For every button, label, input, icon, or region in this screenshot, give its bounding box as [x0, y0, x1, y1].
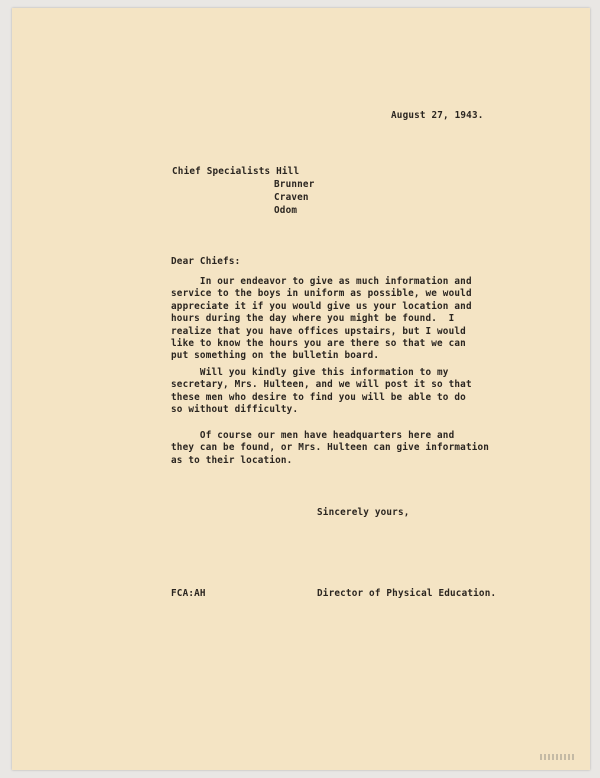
signature-title: Director of Physical Education. [317, 588, 497, 599]
addressee-line-3: Craven [274, 192, 309, 203]
paragraph-line: appreciate it if you would give us your location and [171, 300, 472, 312]
body-paragraph-1 [171, 276, 511, 363]
paragraph-line: they can be found, or Mrs. Hulteen can give information [171, 442, 490, 454]
paragraph-line: put something on the bulletin board. [171, 350, 380, 362]
paragraph-line: like to know the hours you are there so that we can [171, 337, 466, 349]
letter-greeting: Dear Chiefs: [171, 256, 241, 267]
addressee-line-2: Brunner [274, 179, 315, 190]
paragraph-line: Will you kindly give this information to my [171, 367, 449, 378]
addressee-line-4: Odom [274, 205, 298, 216]
paragraph-line: so without difficulty. [171, 404, 299, 416]
paragraph-line: In our endeavor to give as much information and [171, 276, 472, 287]
body-paragraph-2 [171, 367, 511, 417]
paragraph-line: hours during the day where you might be found. I [171, 313, 455, 325]
paragraph-line: secretary, Mrs. Hulteen, and we will post it so that [171, 379, 472, 391]
paragraph-line: as to their location. [171, 454, 293, 466]
letter-page [12, 8, 590, 770]
paragraph-line: these men who desire to find you will be able to do [171, 391, 466, 403]
paragraph-line: service to the boys in uniform as possible, we would [171, 288, 472, 300]
body-paragraph-3 [171, 430, 511, 467]
letter-date: August 27, 1943. [391, 110, 484, 121]
archive-barcode-mark [540, 754, 576, 760]
addressee-line-1: Chief Specialists Hill [172, 166, 300, 177]
paragraph-line: Of course our men have headquarters here and [171, 430, 455, 441]
letter-closing: Sincerely yours, [317, 507, 410, 518]
paragraph-line: realize that you have offices upstairs, but I would [171, 325, 466, 337]
typist-initials: FCA:AH [171, 588, 206, 599]
